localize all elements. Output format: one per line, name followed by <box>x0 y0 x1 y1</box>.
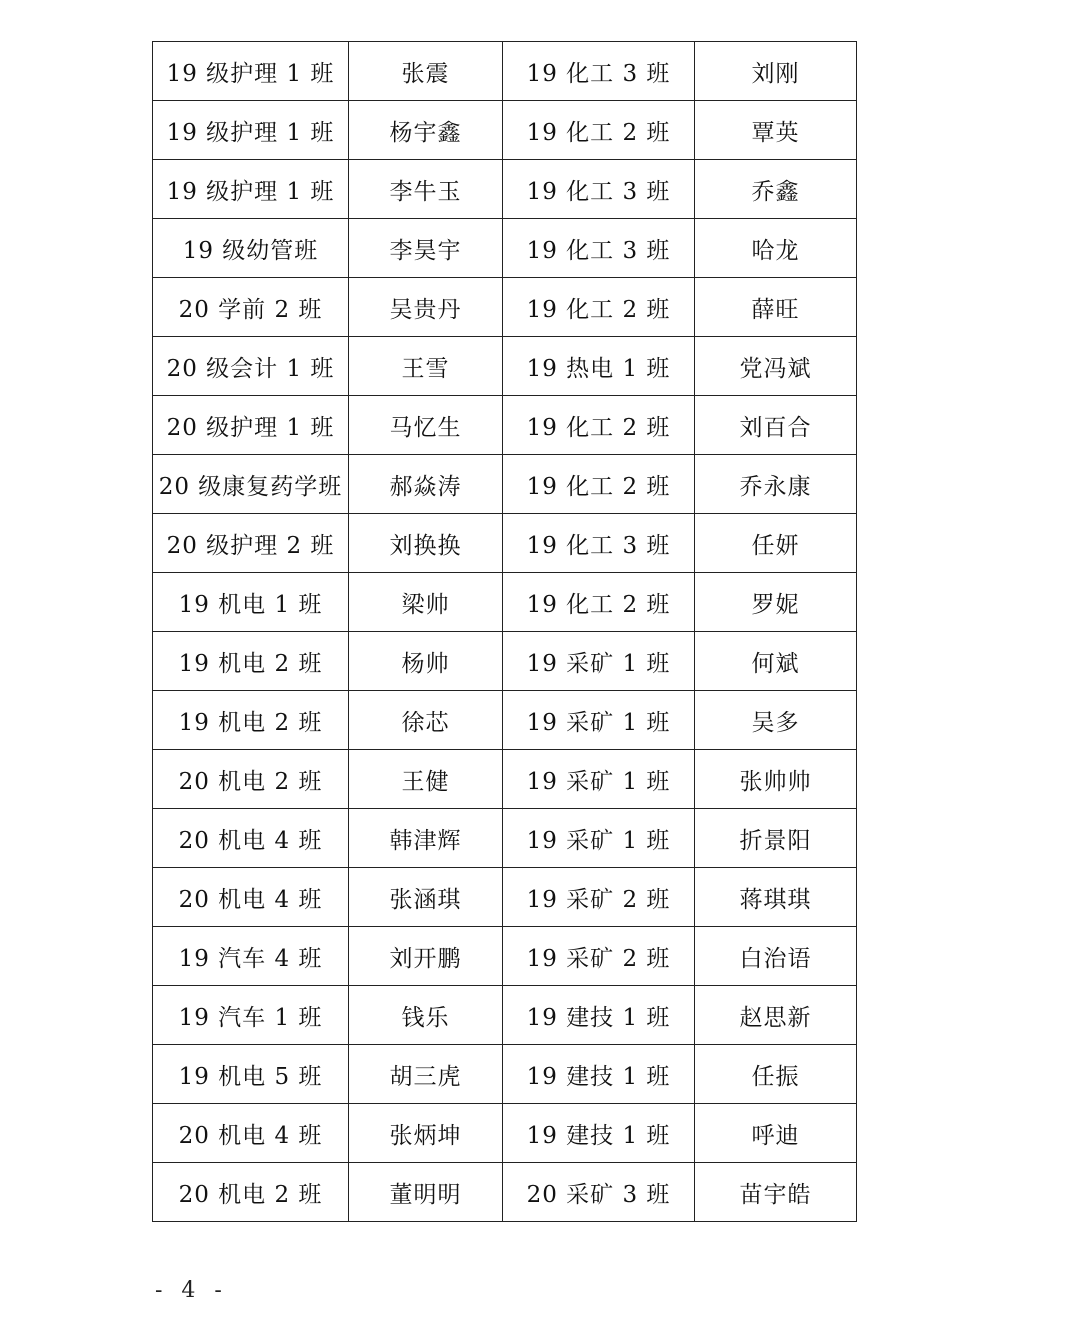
name-cell: 刘开鹏 <box>349 927 503 986</box>
name-cell: 蒋琪琪 <box>695 868 857 927</box>
name-cell: 哈龙 <box>695 219 857 278</box>
table-row <box>153 101 857 160</box>
class-cell: 20 机电 2 班 <box>153 750 349 809</box>
class-cell: 19 采矿 1 班 <box>503 809 695 868</box>
name-cell: 罗妮 <box>695 573 857 632</box>
class-cell: 19 采矿 2 班 <box>503 927 695 986</box>
student-roster-table <box>152 41 857 1222</box>
roster-table-body <box>153 42 857 1222</box>
class-cell: 19 汽车 4 班 <box>153 927 349 986</box>
class-cell: 19 化工 3 班 <box>503 514 695 573</box>
name-cell: 覃英 <box>695 101 857 160</box>
name-cell: 折景阳 <box>695 809 857 868</box>
name-cell: 苗宇皓 <box>695 1163 857 1222</box>
class-cell: 19 化工 2 班 <box>503 573 695 632</box>
name-cell: 乔鑫 <box>695 160 857 219</box>
class-cell: 19 级幼管班 <box>153 219 349 278</box>
class-cell: 19 建技 1 班 <box>503 1045 695 1104</box>
name-cell: 何斌 <box>695 632 857 691</box>
name-cell: 赵思新 <box>695 986 857 1045</box>
class-cell: 19 化工 2 班 <box>503 396 695 455</box>
name-cell: 刘刚 <box>695 42 857 101</box>
table-row <box>153 632 857 691</box>
name-cell: 王雪 <box>349 337 503 396</box>
name-cell: 张涵琪 <box>349 868 503 927</box>
class-cell: 19 采矿 1 班 <box>503 632 695 691</box>
name-cell: 梁帅 <box>349 573 503 632</box>
name-cell: 乔永康 <box>695 455 857 514</box>
class-cell: 19 采矿 1 班 <box>503 691 695 750</box>
name-cell: 胡三虎 <box>349 1045 503 1104</box>
name-cell: 王健 <box>349 750 503 809</box>
class-cell: 19 热电 1 班 <box>503 337 695 396</box>
class-cell: 19 机电 5 班 <box>153 1045 349 1104</box>
page-number: - 4 - <box>155 1278 228 1303</box>
table-row <box>153 750 857 809</box>
class-cell: 20 级护理 2 班 <box>153 514 349 573</box>
table-row <box>153 455 857 514</box>
class-cell: 19 机电 1 班 <box>153 573 349 632</box>
class-cell: 19 建技 1 班 <box>503 986 695 1045</box>
class-cell: 19 化工 2 班 <box>503 455 695 514</box>
table-row <box>153 691 857 750</box>
table-row <box>153 396 857 455</box>
class-cell: 20 采矿 3 班 <box>503 1163 695 1222</box>
class-cell: 19 机电 2 班 <box>153 632 349 691</box>
name-cell: 马忆生 <box>349 396 503 455</box>
name-cell: 薛旺 <box>695 278 857 337</box>
class-cell: 20 级康复药学班 <box>153 455 349 514</box>
name-cell: 杨宇鑫 <box>349 101 503 160</box>
table-row <box>153 1104 857 1163</box>
class-cell: 19 化工 2 班 <box>503 101 695 160</box>
name-cell: 刘换换 <box>349 514 503 573</box>
class-cell: 20 级护理 1 班 <box>153 396 349 455</box>
class-cell: 19 化工 2 班 <box>503 278 695 337</box>
name-cell: 白治语 <box>695 927 857 986</box>
name-cell: 董明明 <box>349 1163 503 1222</box>
name-cell: 钱乐 <box>349 986 503 1045</box>
class-cell: 19 级护理 1 班 <box>153 42 349 101</box>
name-cell: 韩津辉 <box>349 809 503 868</box>
name-cell: 李昊宇 <box>349 219 503 278</box>
table-row <box>153 514 857 573</box>
class-cell: 20 机电 4 班 <box>153 809 349 868</box>
name-cell: 呼迪 <box>695 1104 857 1163</box>
class-cell: 19 汽车 1 班 <box>153 986 349 1045</box>
table-row <box>153 986 857 1045</box>
table-row <box>153 1163 857 1222</box>
table-row <box>153 809 857 868</box>
table-row <box>153 42 857 101</box>
class-cell: 20 级会计 1 班 <box>153 337 349 396</box>
name-cell: 张炳坤 <box>349 1104 503 1163</box>
name-cell: 刘百合 <box>695 396 857 455</box>
name-cell: 郝焱涛 <box>349 455 503 514</box>
name-cell: 吴多 <box>695 691 857 750</box>
name-cell: 李牛玉 <box>349 160 503 219</box>
class-cell: 19 化工 3 班 <box>503 42 695 101</box>
name-cell: 任妍 <box>695 514 857 573</box>
table-row <box>153 1045 857 1104</box>
table-row <box>153 219 857 278</box>
table-row <box>153 278 857 337</box>
class-cell: 19 级护理 1 班 <box>153 160 349 219</box>
table-row <box>153 868 857 927</box>
table-row <box>153 337 857 396</box>
class-cell: 20 学前 2 班 <box>153 278 349 337</box>
class-cell: 19 采矿 2 班 <box>503 868 695 927</box>
class-cell: 19 化工 3 班 <box>503 160 695 219</box>
name-cell: 吴贵丹 <box>349 278 503 337</box>
name-cell: 杨帅 <box>349 632 503 691</box>
class-cell: 19 采矿 1 班 <box>503 750 695 809</box>
table-row <box>153 573 857 632</box>
class-cell: 20 机电 4 班 <box>153 868 349 927</box>
name-cell: 张震 <box>349 42 503 101</box>
class-cell: 20 机电 4 班 <box>153 1104 349 1163</box>
class-cell: 19 机电 2 班 <box>153 691 349 750</box>
class-cell: 19 化工 3 班 <box>503 219 695 278</box>
table-row <box>153 160 857 219</box>
class-cell: 20 机电 2 班 <box>153 1163 349 1222</box>
name-cell: 任振 <box>695 1045 857 1104</box>
class-cell: 19 级护理 1 班 <box>153 101 349 160</box>
table-row <box>153 927 857 986</box>
name-cell: 张帅帅 <box>695 750 857 809</box>
name-cell: 党冯斌 <box>695 337 857 396</box>
name-cell: 徐芯 <box>349 691 503 750</box>
class-cell: 19 建技 1 班 <box>503 1104 695 1163</box>
